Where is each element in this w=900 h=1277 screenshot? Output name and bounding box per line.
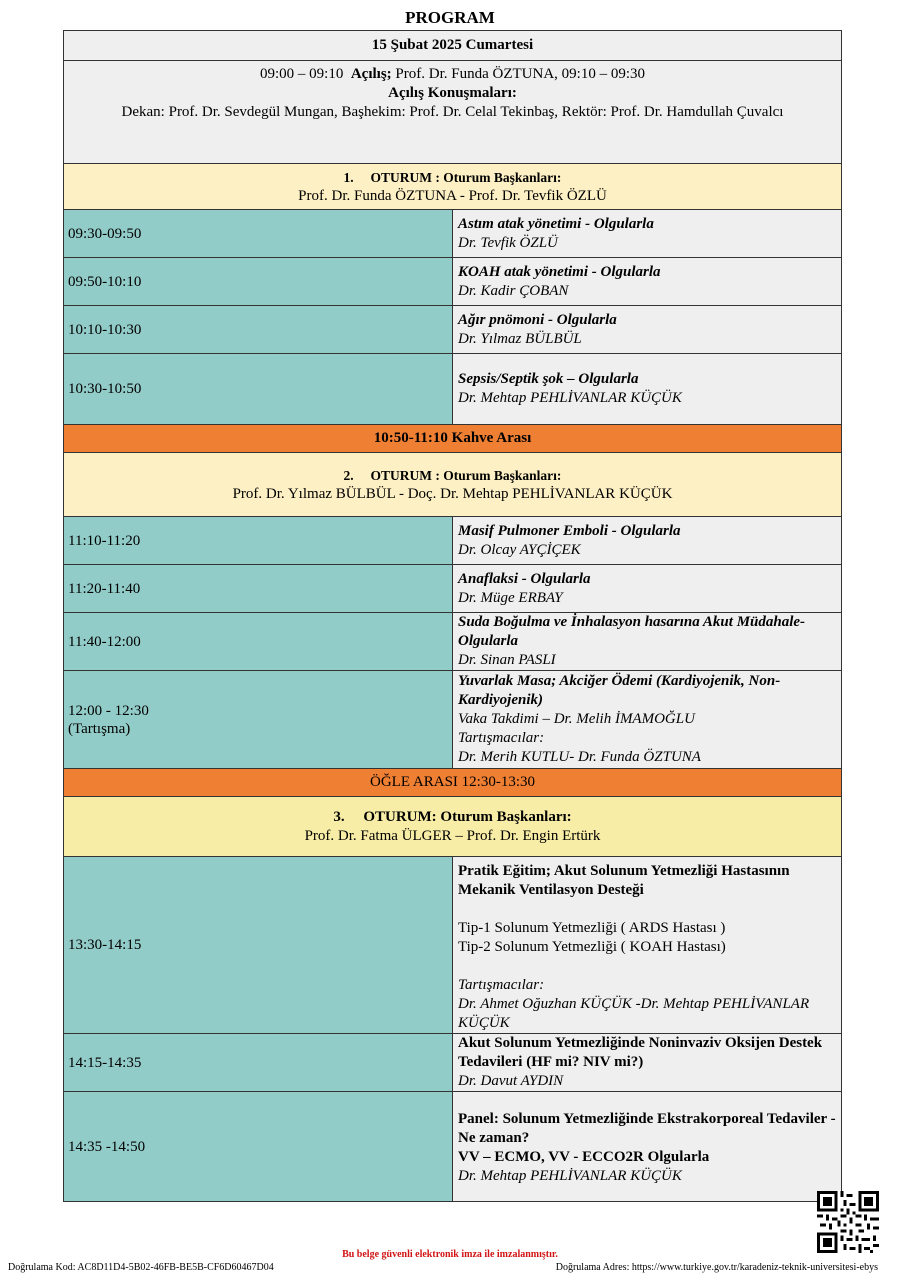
training-item-2: Tip-2 Solunum Yetmezliği ( KOAH Hastası): [458, 939, 726, 955]
date-cell: 15 Şubat 2025 Cumartesi: [64, 31, 842, 61]
talk-row: [64, 613, 842, 671]
opening-label: Açılış;: [350, 66, 392, 82]
talk-cell: [453, 565, 842, 613]
qr-code-icon: [817, 1191, 879, 1253]
talk-cell: [453, 354, 842, 425]
training-time: 13:30-14:15: [64, 857, 453, 1034]
talk-title: Astım atak yönetimi - Olgularla: [458, 215, 654, 232]
talk-time: 09:50-10:10: [64, 258, 453, 306]
roundtable-time: 12:00 - 12:30: [68, 702, 149, 719]
talk-title: Ağır pnömoni - Olgularla: [458, 311, 617, 328]
talk-time: 10:10-10:30: [64, 306, 453, 354]
talk-time: 09:30-09:50: [64, 210, 453, 258]
talk-cell: [453, 517, 842, 565]
roundtable-case: Vaka Takdimi – Dr. Melih İMAMOĞLU: [458, 711, 695, 727]
roundtable-cell: [453, 671, 842, 769]
talk-title: Suda Boğulma ve İnhalasyon hasarına Akut Müdahale-Olgularla: [458, 614, 806, 649]
opening-cell: [64, 61, 842, 164]
session2-title: 2. OTURUM : Oturum Başkanları:: [343, 467, 562, 483]
opening-time: 09:00 – 09:10: [260, 66, 344, 82]
training-row: [64, 857, 842, 1034]
coffee-break-row: [64, 425, 842, 453]
talk-title: KOAH atak yönetimi - Olgularla: [458, 263, 661, 280]
talk-time: 14:15-14:35: [64, 1034, 453, 1092]
talk-speaker: Dr. Olcay AYÇİÇEK: [458, 541, 581, 558]
session3-header: [64, 797, 842, 857]
session3-title: 3. OTURUM: Oturum Başkanları:: [333, 808, 572, 825]
verification-address: Doğrulama Adres: https://www.turkiye.gov.tr/karadeniz-teknik-universitesi-ebys: [555, 1262, 878, 1273]
roundtable-title: Yuvarlak Masa; Akciğer Ödemi (Kardiyojenik, Non-Kardiyojenik): [458, 673, 781, 708]
lunch-break: ÖĞLE ARASI 12:30-13:30: [64, 769, 842, 797]
talk-time: 11:40-12:00: [64, 613, 453, 671]
roundtable-discussants: Dr. Merih KUTLU- Dr. Funda ÖZTUNA: [458, 749, 701, 765]
session3-header-row: [64, 797, 842, 857]
talk-row: [64, 565, 842, 613]
training-item-1: Tip-1 Solunum Yetmezliği ( ARDS Hastası ): [458, 920, 726, 936]
talk-speaker: Dr. Davut AYDIN: [458, 1073, 564, 1089]
panel-cell: [453, 1092, 842, 1202]
session2-header-row: [64, 453, 842, 517]
talk-speaker: Dr. Sinan PASLI: [458, 652, 556, 668]
talk-title: Masif Pulmoner Emboli - Olgularla: [458, 522, 681, 539]
verification-code: Doğrulama Kod: AC8D11D4-5B02-46FB-BE5B-CF6D60467D04: [8, 1262, 274, 1273]
session1-title: 1. OTURUM : Oturum Başkanları:: [343, 169, 562, 185]
talk-cell: [453, 1034, 842, 1092]
date-row: [64, 31, 842, 61]
talk-row: [64, 258, 842, 306]
roundtable-time-cell: [64, 671, 453, 769]
opening-line-1: [64, 65, 841, 84]
talk-row: [64, 517, 842, 565]
talk-cell: [453, 613, 842, 671]
roundtable-row: [64, 671, 842, 769]
talk-speaker: Dr. Tevfik ÖZLÜ: [458, 234, 558, 251]
opening-rest: Prof. Dr. Funda ÖZTUNA, 09:10 – 09:30: [395, 66, 645, 82]
program-table: [63, 30, 842, 1202]
session2-header: [64, 453, 842, 517]
session1-header-row: [64, 164, 842, 210]
talk-row: [64, 210, 842, 258]
talk-cell: [453, 210, 842, 258]
lunch-break-row: [64, 769, 842, 797]
talk-title: Akut Solunum Yetmezliğinde Noninvaziv Oksijen Destek Tedavileri (HF mi? NIV mi?): [458, 1035, 823, 1070]
talk-time: 11:10-11:20: [64, 517, 453, 565]
roundtable-discussants-label: Tartışmacılar:: [458, 730, 545, 746]
talk-cell: [453, 306, 842, 354]
panel-speaker: Dr. Mehtap PEHLİVANLAR KÜÇÜK: [458, 1168, 682, 1184]
talk-time: 10:30-10:50: [64, 354, 453, 425]
talk-row: [64, 306, 842, 354]
panel-title: Panel: Solunum Yetmezliğinde Ekstrakorporeal Tedaviler - Ne zaman?: [458, 1111, 836, 1146]
panel-row: [64, 1092, 842, 1202]
page-title: PROGRAM: [405, 8, 495, 27]
opening-row: [64, 61, 842, 164]
panel-subtitle: VV – ECMO, VV - ECCO2R Olgularla: [458, 1149, 710, 1165]
session3-chairs: Prof. Dr. Fatma ÜLGER – Prof. Dr. Engin Ertürk: [304, 827, 601, 844]
training-discussants: Dr. Ahmet Oğuzhan KÜÇÜK -Dr. Mehtap PEHLİVANLAR KÜÇÜK: [458, 996, 810, 1031]
talk-title: Anaflaksi - Olgularla: [458, 570, 591, 587]
talk-speaker: Dr. Mehtap PEHLİVANLAR KÜÇÜK: [458, 390, 682, 406]
session1-chairs: Prof. Dr. Funda ÖZTUNA - Prof. Dr. Tevfik ÖZLÜ: [298, 187, 607, 204]
training-discussants-label: Tartışmacılar:: [458, 977, 545, 993]
talk-cell: [453, 258, 842, 306]
talk-row: [64, 1034, 842, 1092]
session1-header: [64, 164, 842, 210]
opening-speakers: Dekan: Prof. Dr. Sevdegül Mungan, Başhekim: Prof. Dr. Celal Tekinbaş, Rektör: Prof. Dr. Hamdullah Çuvalcı: [121, 104, 784, 120]
session2-chairs: Prof. Dr. Yılmaz BÜLBÜL - Doç. Dr. Mehtap PEHLİVANLAR KÜÇÜK: [232, 485, 673, 502]
training-cell: [453, 857, 842, 1034]
talk-title: Sepsis/Septik şok – Olgularla: [458, 371, 639, 387]
talk-speaker: Dr. Kadir ÇOBAN: [458, 282, 569, 299]
talk-time: 11:20-11:40: [64, 565, 453, 613]
opening-speeches-label: Açılış Konuşmaları:: [388, 85, 517, 101]
training-title: Pratik Eğitim; Akut Solunum Yetmezliği Hastasının Mekanik Ventilasyon Desteği: [458, 863, 790, 898]
panel-time: 14:35 -14:50: [64, 1092, 453, 1202]
signature-note: Bu belge güvenli elektronik imza ile imzalanmıştır.: [342, 1249, 558, 1260]
talk-speaker: Dr. Müge ERBAY: [458, 589, 563, 606]
roundtable-time-note: (Tartışma): [68, 720, 131, 737]
coffee-break: 10:50-11:10 Kahve Arası: [64, 425, 842, 453]
talk-row: [64, 354, 842, 425]
talk-speaker: Dr. Yılmaz BÜLBÜL: [458, 330, 582, 347]
